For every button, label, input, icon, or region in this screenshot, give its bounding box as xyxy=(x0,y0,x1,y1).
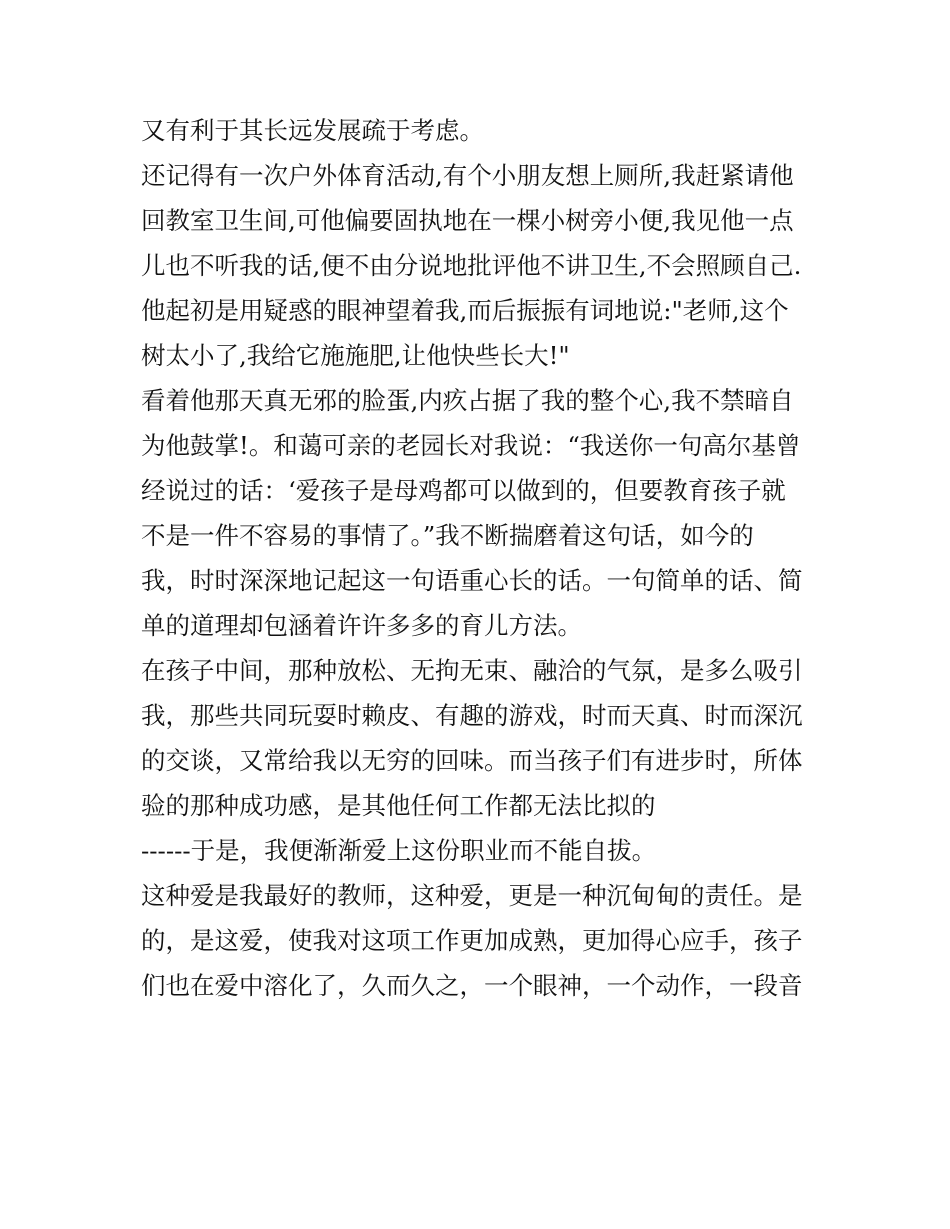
text-line-15: 的交谈，又常给我以无穷的回味。而当孩子们有进步时，所体 xyxy=(141,746,803,775)
text-line-3: 回教室卫生间,可他偏要固执地在一棵小树旁小便,我见他一点 xyxy=(141,206,794,235)
text-line-8: 为他鼓掌!。和蔼可亲的老园长对我说：“我送你一句高尔基曾 xyxy=(141,431,801,460)
text-line-7: 看着他那天真无邪的脸蛋,内疚占据了我的整个心,我不禁暗自 xyxy=(141,386,794,415)
text-line-14: 我，那些共同玩耍时赖皮、有趣的游戏，时而天真、时而深沉 xyxy=(141,701,803,730)
text-line-11: 我，时时深深地记起这一句语重心长的话。一句简单的话、简 xyxy=(141,566,803,595)
text-line-2: 还记得有一次户外体育活动,有个小朋友想上厕所,我赶紧请他 xyxy=(141,161,794,190)
text-line-19: 的，是这爱，使我对这项工作更加成熟，更加得心应手，孩子 xyxy=(141,926,803,955)
text-line-6: 树太小了,我给它施施肥,让他快些长大!" xyxy=(141,341,570,370)
text-line-17: ------于是，我便渐渐爱上这份职业而不能自拔。 xyxy=(141,836,657,865)
text-line-12: 单的道理却包涵着许许多多的育儿方法。 xyxy=(141,611,582,640)
text-line-9: 经说过的话：‘爱孩子是母鸡都可以做到的，但要教育孩子就 xyxy=(141,476,786,505)
text-line-4: 儿也不听我的话,便不由分说地批评他不讲卫生,不会照顾自己. xyxy=(141,251,802,280)
document-body xyxy=(141,108,821,1008)
text-line-18: 这种爱是我最好的教师，这种爱，更是一种沉甸甸的责任。是 xyxy=(141,881,803,910)
text-line-1: 又有利于其长远发展疏于考虑。 xyxy=(141,116,484,145)
text-line-20: 们也在爱中溶化了，久而久之，一个眼神，一个动作，一段音 xyxy=(141,971,803,1000)
text-line-16: 验的那种成功感，是其他任何工作都无法比拟的 xyxy=(141,791,656,820)
text-line-13: 在孩子中间，那种放松、无拘无束、融洽的气氛，是多么吸引 xyxy=(141,656,803,685)
text-line-10: 不是一件不容易的事情了。”我不断揣磨着这句话，如今的 xyxy=(141,521,754,550)
text-line-5: 他起初是用疑惑的眼神望着我,而后振振有词地说:"老师,这个 xyxy=(141,296,789,325)
